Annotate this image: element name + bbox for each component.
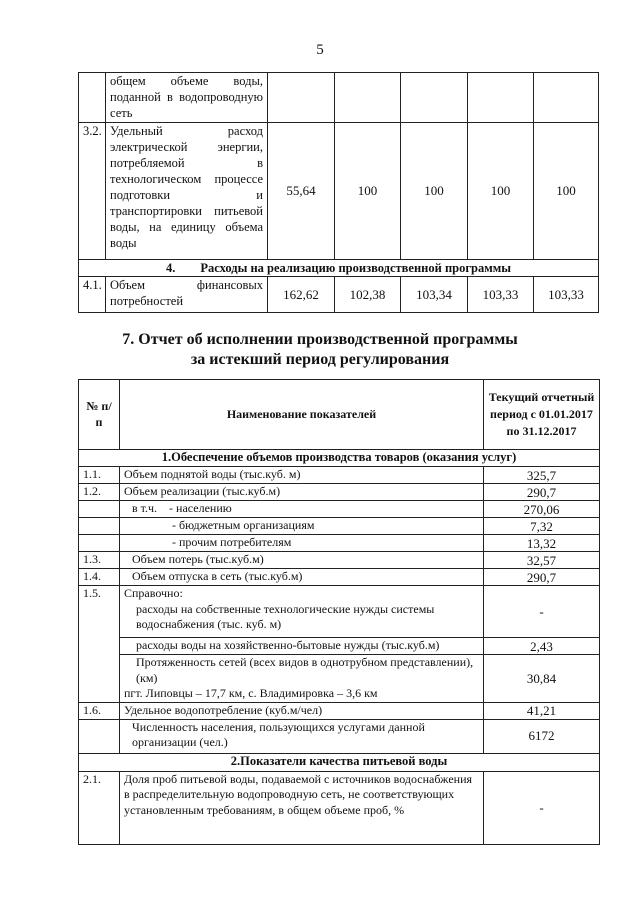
table-row: [79, 569, 600, 586]
table-cell: 102,38: [335, 277, 401, 313]
table-row: [79, 655, 600, 703]
table-cell: 103,34: [401, 277, 468, 313]
reference-item: Протяженность сетей (всех видов в однотрубном представлении), (км): [136, 655, 474, 685]
table-row: [79, 277, 599, 313]
table-row: [79, 702, 600, 719]
table-cell: 100: [468, 123, 534, 260]
section-title: 1.Обеспечение объемов производства товаров (оказания услуг): [79, 450, 600, 467]
heading-line-1: 7. Отчет об исполнении производственной программы: [122, 331, 518, 348]
table-cell: 162,62: [268, 277, 335, 313]
row-value: 290,7: [484, 569, 600, 586]
row-text: Удельный расход электрической энергии, потребляемой в технологическом процессе подготовки и транспортировки питьевой воды, на единицу объема воды: [106, 123, 268, 260]
row-number: 2.1.: [79, 771, 120, 844]
table-row: [79, 467, 600, 484]
row-name: - прочим потребителям: [120, 535, 484, 552]
row-name: - бюджетным организациям: [120, 518, 484, 535]
row-name: Объем реализации (тыс.куб.м): [120, 484, 484, 501]
row-value: -: [484, 771, 600, 844]
row-number: 4.1.: [79, 277, 106, 313]
row-value: 290,7: [484, 484, 600, 501]
row-value: 41,21: [484, 702, 600, 719]
table-cell: 100: [401, 123, 468, 260]
table-row: [79, 535, 600, 552]
row-text: Объем финансовых потребностей: [106, 277, 268, 313]
header-row: [79, 380, 600, 450]
row-number: 3.2.: [79, 123, 106, 260]
section-number: 4.: [165, 261, 176, 275]
row-name: расходы воды на хозяйственно-бытовые нужды (тыс.куб.м): [120, 638, 484, 655]
page-number: 5: [316, 42, 324, 58]
section-label: Расходы на реализацию производственной программы: [200, 261, 512, 275]
table-cell: 103,33: [468, 277, 534, 313]
row-value: 325,7: [484, 467, 600, 484]
table-cell: 55,64: [268, 123, 335, 260]
row-value: 13,32: [484, 535, 600, 552]
reference-label: Справочно:: [124, 586, 183, 600]
row-number: 1.1.: [79, 467, 120, 484]
row-text: общем объеме воды, поданной в водопроводную сеть: [106, 73, 268, 123]
row-name: в т.ч. - населению: [120, 501, 484, 518]
row-value: -: [484, 586, 600, 638]
heading-line-2: за истекший период регулирования: [190, 351, 450, 368]
row-value: 6172: [484, 719, 600, 753]
table-row: [79, 771, 600, 844]
table-row: [79, 586, 600, 638]
row-number: 1.2.: [79, 484, 120, 501]
reference-item: расходы на собственные технологические нужды системы водоснабжения (тыс. куб. м): [136, 601, 435, 631]
row-number: 1.5.: [79, 586, 120, 703]
row-name: Доля проб питьевой воды, подаваемой с источников водоснабжения в распределительную водопроводную сеть, не соответствующих установленным требованиям, в общем объеме проб, %: [120, 771, 484, 844]
table-cell: 100: [534, 123, 599, 260]
indicators-table-continued: [78, 72, 599, 313]
table-row: [79, 518, 600, 535]
row-number: 1.3.: [79, 552, 120, 569]
table-row: [79, 719, 600, 753]
table-cell: 100: [335, 123, 401, 260]
header-no: № п/п: [79, 380, 120, 450]
row-value: 7,32: [484, 518, 600, 535]
table-cell: 103,33: [534, 277, 599, 313]
section-row: [79, 260, 599, 277]
table-row: [79, 73, 599, 123]
report-table: [78, 379, 600, 845]
reference-item-detail: пгт. Липовцы – 17,7 км, с. Владимировка – 3,6 км: [124, 686, 378, 700]
row-name: Объем поднятой воды (тыс.куб. м): [120, 467, 484, 484]
section-row: [79, 753, 600, 771]
row-name: [120, 655, 484, 703]
row-value: 32,57: [484, 552, 600, 569]
row-name: Объем потерь (тыс.куб.м): [120, 552, 484, 569]
row-number: 1.6.: [79, 702, 120, 719]
table-row: [79, 638, 600, 655]
table-row: [79, 552, 600, 569]
header-period: Текущий отчетный период с 01.01.2017 по 31.12.2017: [484, 380, 600, 450]
row-value: 2,43: [484, 638, 600, 655]
section-title: [79, 260, 599, 277]
table-row: [79, 123, 599, 260]
row-value: 30,84: [484, 655, 600, 703]
row-value: 270,06: [484, 501, 600, 518]
table-row: [79, 501, 600, 518]
row-name: Численность населения, пользующихся услугами данной организации (чел.): [120, 719, 484, 753]
section-row: [79, 450, 600, 467]
header-name: Наименование показателей: [120, 380, 484, 450]
section-title: 2.Показатели качества питьевой воды: [79, 753, 600, 771]
table-row: [79, 484, 600, 501]
row-name: Удельное водопотребление (куб.м/чел): [120, 702, 484, 719]
row-name: Объем отпуска в сеть (тыс.куб.м): [120, 569, 484, 586]
row-number: 1.4.: [79, 569, 120, 586]
row-name: [120, 586, 484, 638]
section-heading: [0, 330, 640, 370]
